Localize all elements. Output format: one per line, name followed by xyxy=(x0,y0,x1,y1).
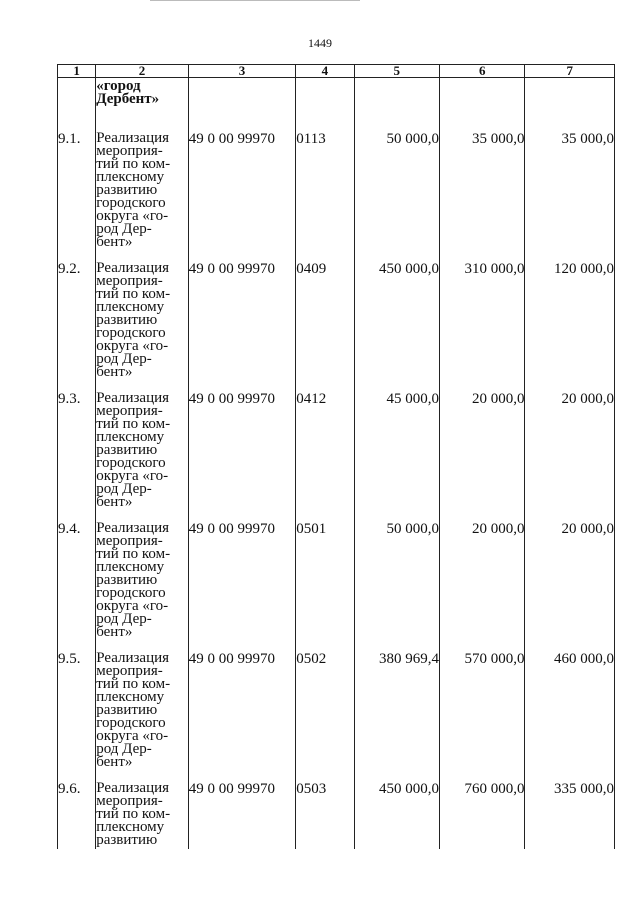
continuation-row xyxy=(58,78,615,133)
table-row xyxy=(58,522,615,652)
name-line: Реализация xyxy=(96,390,170,406)
name-line: бент» xyxy=(96,624,133,640)
name-line: род Дер- xyxy=(96,741,152,757)
amount-col7-cell: 460 000,0 xyxy=(525,652,615,782)
name-line: округа «го- xyxy=(96,598,169,614)
amount-col6-cell: 20 000,0 xyxy=(440,522,525,652)
amount-col5-cell: 50 000,0 xyxy=(354,522,439,652)
section-code-cell: 0412 xyxy=(296,392,354,522)
row-number-cell: 9.4. xyxy=(58,522,96,652)
name-line: округа «го- xyxy=(96,208,169,224)
name-line: развитию xyxy=(96,572,158,588)
name-line: Реализация xyxy=(96,260,170,276)
name-line: округа «го- xyxy=(96,468,169,484)
row-number-cell: 9.6. xyxy=(58,782,96,849)
name-line: мероприя- xyxy=(96,143,163,159)
name-line: Дербент» xyxy=(96,91,160,107)
row-number-cell: 9.1. xyxy=(58,132,96,262)
name-line: городского xyxy=(96,455,166,471)
row-number-cell: 9.5. xyxy=(58,652,96,782)
amount-col5-cell: 380 969,4 xyxy=(354,652,439,782)
name-line: тий по ком- xyxy=(96,416,171,432)
amount-col5-cell: 450 000,0 xyxy=(354,262,439,392)
target-code-cell: 49 0 00 99970 xyxy=(188,262,296,392)
name-line: плексному xyxy=(96,299,165,315)
table-row xyxy=(58,262,615,392)
name-line: тий по ком- xyxy=(96,156,171,172)
target-code-cell: 49 0 00 99970 xyxy=(188,392,296,522)
item-name-cell xyxy=(96,392,188,522)
column-header: 5 xyxy=(354,65,439,78)
item-name-cell xyxy=(96,132,188,262)
section-code-cell: 0502 xyxy=(296,652,354,782)
name-line: бент» xyxy=(96,234,133,250)
name-line: развитию xyxy=(96,442,158,458)
name-line: Реализация xyxy=(96,780,170,796)
name-line: мероприя- xyxy=(96,793,163,809)
name-line: развитию xyxy=(96,182,158,198)
section-code-cell: 0409 xyxy=(296,262,354,392)
target-code-cell: 49 0 00 99970 xyxy=(188,652,296,782)
item-name-cell xyxy=(96,782,188,849)
target-code-cell: 49 0 00 99970 xyxy=(188,132,296,262)
item-name-cell xyxy=(96,262,188,392)
name-line: развитию xyxy=(96,832,158,848)
amount-col7-cell: 35 000,0 xyxy=(525,132,615,262)
name-line: тий по ком- xyxy=(96,286,171,302)
name-line: «город xyxy=(96,78,141,94)
name-line: городского xyxy=(96,585,166,601)
num-cell xyxy=(58,78,96,133)
name-line: городского xyxy=(96,715,166,731)
table-row xyxy=(58,132,615,262)
name-line: Реализация xyxy=(96,650,170,666)
amount-cell xyxy=(354,78,439,133)
header-row xyxy=(58,65,615,78)
name-line: тий по ком- xyxy=(96,546,171,562)
column-header: 6 xyxy=(440,65,525,78)
section-code-cell: 0501 xyxy=(296,522,354,652)
name-line: род Дер- xyxy=(96,351,152,367)
target-code-cell: 49 0 00 99970 xyxy=(188,782,296,849)
amount-col6-cell: 35 000,0 xyxy=(440,132,525,262)
target-code-cell: 49 0 00 99970 xyxy=(188,522,296,652)
column-header: 3 xyxy=(188,65,296,78)
name-line: плексному xyxy=(96,689,165,705)
table-row xyxy=(58,652,615,782)
amount-col5-cell: 45 000,0 xyxy=(354,392,439,522)
amount-col7-cell: 120 000,0 xyxy=(525,262,615,392)
name-line: плексному xyxy=(96,169,165,185)
amount-col6-cell: 20 000,0 xyxy=(440,392,525,522)
amount-cell xyxy=(440,78,525,133)
name-line: бент» xyxy=(96,364,133,380)
section-code-cell: 0113 xyxy=(296,132,354,262)
row-number-cell: 9.2. xyxy=(58,262,96,392)
amount-col5-cell: 50 000,0 xyxy=(354,132,439,262)
name-line: тий по ком- xyxy=(96,676,171,692)
name-line: развитию xyxy=(96,702,158,718)
amount-col6-cell: 760 000,0 xyxy=(440,782,525,849)
table-row xyxy=(58,782,615,849)
amount-cell xyxy=(525,78,615,133)
name-line: округа «го- xyxy=(96,728,169,744)
name-line: Реализация xyxy=(96,520,170,536)
column-header: 7 xyxy=(525,65,615,78)
name-line: бент» xyxy=(96,754,133,770)
name-line: Реализация xyxy=(96,130,170,146)
name-line: плексному xyxy=(96,429,165,445)
code-cell xyxy=(188,78,296,133)
amount-col5-cell: 450 000,0 xyxy=(354,782,439,849)
name-line: тий по ком- xyxy=(96,806,171,822)
name-line: городского xyxy=(96,325,166,341)
name-line: мероприя- xyxy=(96,663,163,679)
item-name-cell xyxy=(96,652,188,782)
column-header: 4 xyxy=(296,65,354,78)
name-line: мероприя- xyxy=(96,533,163,549)
row-number-cell: 9.3. xyxy=(58,392,96,522)
name-line: мероприя- xyxy=(96,403,163,419)
name-line: род Дер- xyxy=(96,221,152,237)
name-line: род Дер- xyxy=(96,611,152,627)
name-line: род Дер- xyxy=(96,481,152,497)
section-cell xyxy=(296,78,354,133)
name-line: плексному xyxy=(96,559,165,575)
name-line: развитию xyxy=(96,312,158,328)
continuation-name-cell xyxy=(96,78,188,133)
amount-col7-cell: 20 000,0 xyxy=(525,392,615,522)
item-name-cell xyxy=(96,522,188,652)
name-line: округа «го- xyxy=(96,338,169,354)
amount-col6-cell: 570 000,0 xyxy=(440,652,525,782)
column-header: 1 xyxy=(58,65,96,78)
name-line: бент» xyxy=(96,494,133,510)
top-rule xyxy=(150,0,360,1)
table-row xyxy=(58,392,615,522)
page-number: 1449 xyxy=(308,36,332,50)
name-line: плексному xyxy=(96,819,165,835)
budget-table xyxy=(57,64,615,849)
section-code-cell: 0503 xyxy=(296,782,354,849)
name-line: городского xyxy=(96,195,166,211)
amount-col6-cell: 310 000,0 xyxy=(440,262,525,392)
amount-col7-cell: 335 000,0 xyxy=(525,782,615,849)
amount-col7-cell: 20 000,0 xyxy=(525,522,615,652)
column-header: 2 xyxy=(96,65,188,78)
name-line: мероприя- xyxy=(96,273,163,289)
